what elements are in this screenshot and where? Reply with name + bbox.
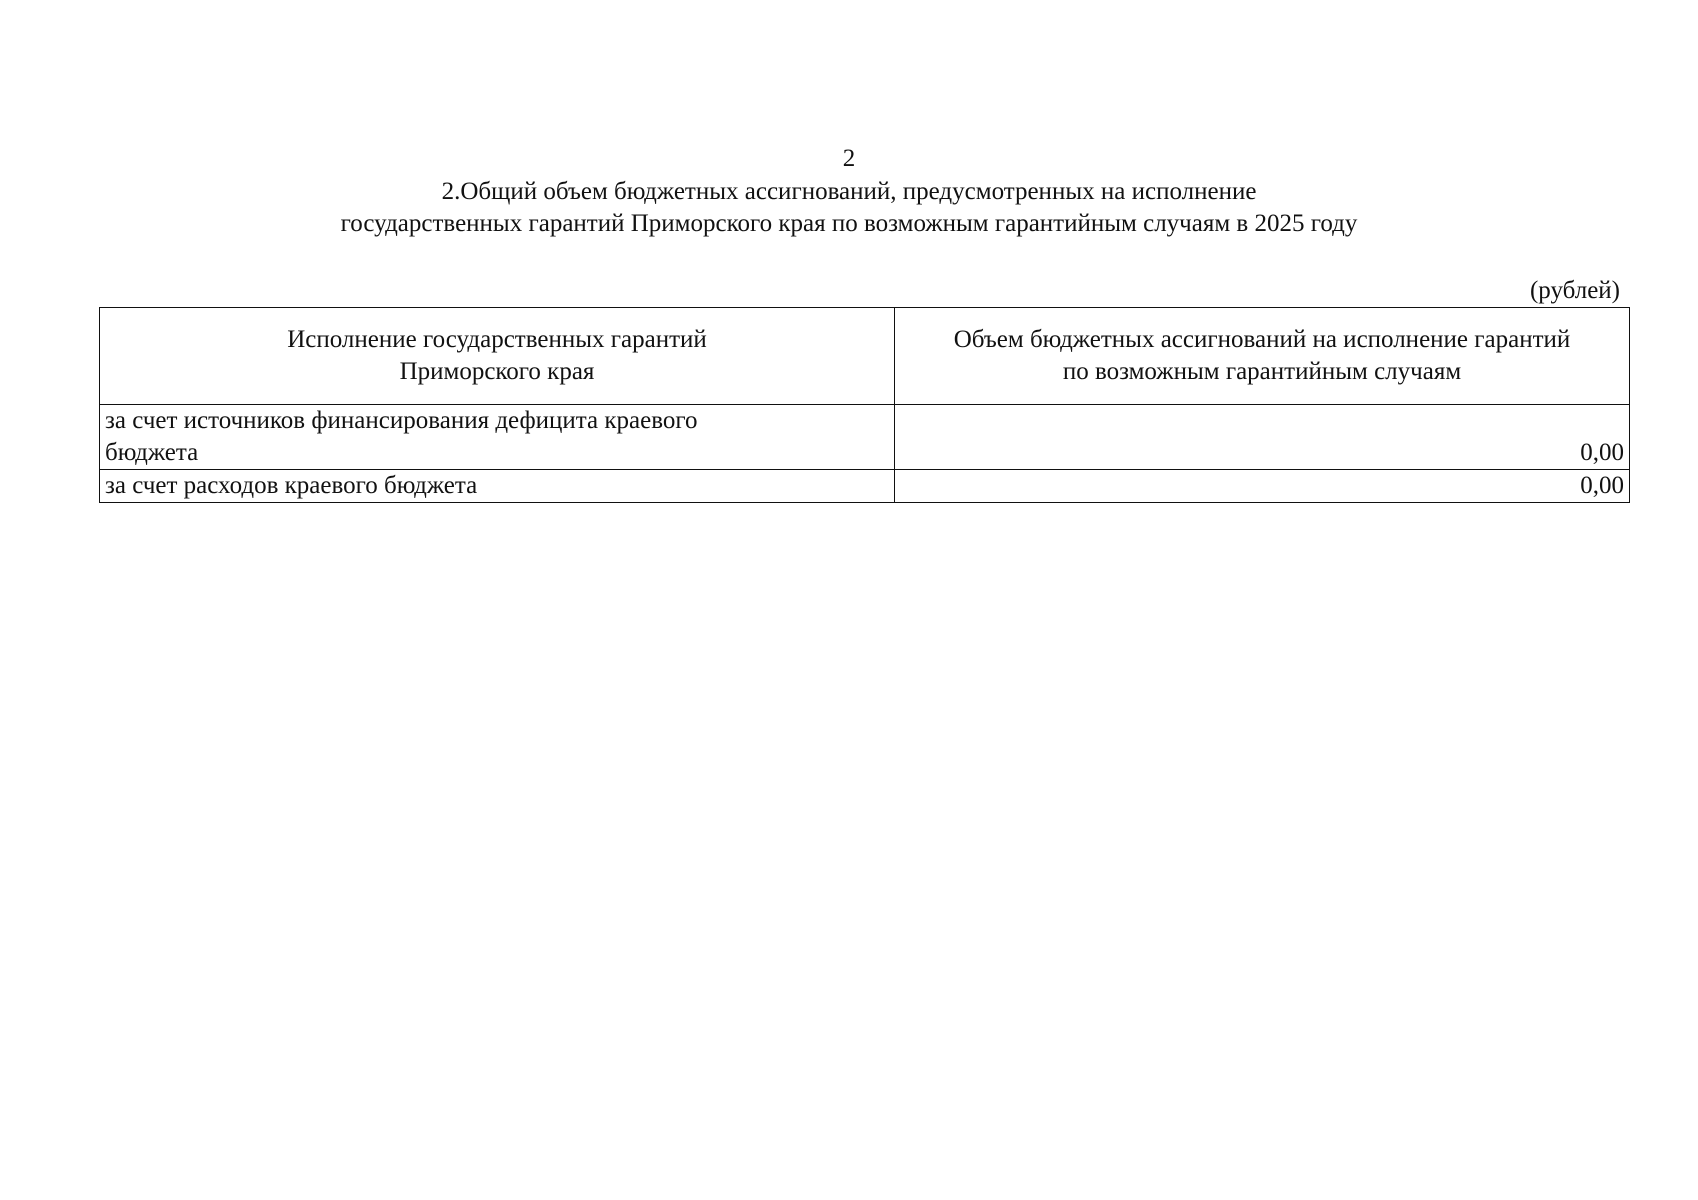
title-line-2: государственных гарантий Приморского края по возможным гарантийным случаям в 2025 году (340, 210, 1358, 237)
document-title (0, 176, 1698, 240)
title-line-1: 2.Общий объем бюджетных ассигнований, предусмотренных на исполнение (441, 178, 1257, 205)
row-value-budget-expenses: 0,00 (895, 470, 1630, 503)
row-label-deficit-sources-line-2: бюджета (105, 439, 199, 466)
header-allocation-volume-line-2: по возможным гарантийным случаям (1062, 358, 1462, 385)
table-header-row (100, 308, 1630, 405)
header-guarantee-execution-line-2: Приморского края (399, 358, 595, 385)
header-allocation-volume-line-1: Объем бюджетных ассигнований на исполнение гарантий (953, 326, 1571, 353)
page-number: 2 (842, 145, 856, 172)
table-row (100, 470, 1630, 503)
row-value-deficit-sources: 0,00 (895, 405, 1630, 470)
header-allocation-volume (895, 308, 1630, 405)
row-label-deficit-sources-line-1: за счет источников финансирования дефицита краевого (105, 407, 698, 434)
table-row (100, 405, 1630, 470)
header-guarantee-execution (100, 308, 895, 405)
units-label: (рублей) (1529, 277, 1620, 304)
row-label-budget-expenses: за счет расходов краевого бюджета (100, 470, 895, 503)
row-label-deficit-sources (100, 405, 895, 470)
budget-table (99, 307, 1630, 503)
header-guarantee-execution-line-1: Исполнение государственных гарантий (287, 326, 707, 353)
